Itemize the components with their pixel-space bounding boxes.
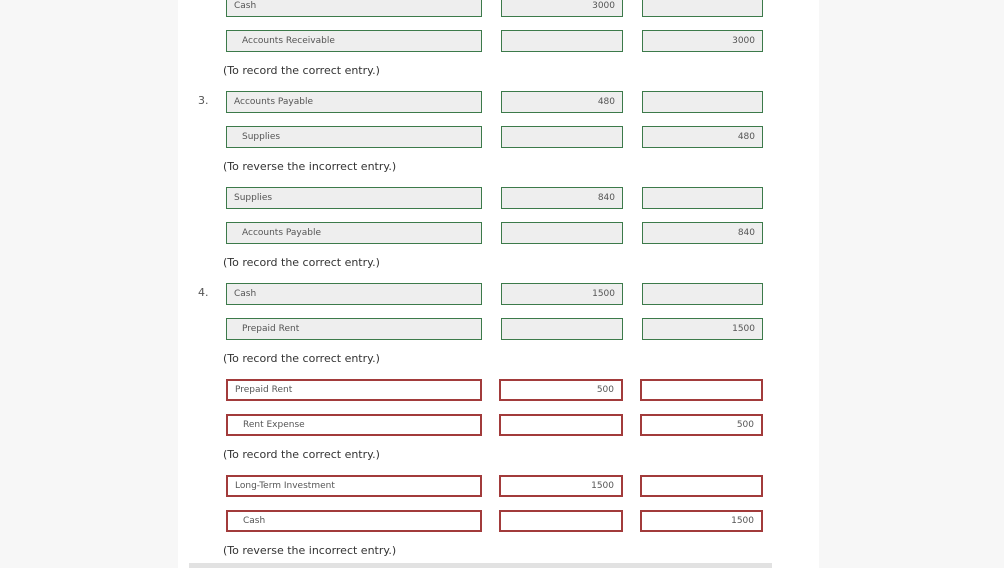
debit-field[interactable]: 480 [501,91,623,113]
account-field[interactable]: Accounts Receivable [226,30,482,52]
credit-field[interactable] [642,187,763,209]
account-field[interactable]: Accounts Payable [226,91,482,113]
credit-field[interactable] [642,283,763,305]
credit-field[interactable]: 1500 [640,510,763,532]
account-field[interactable]: Cash [226,283,482,305]
credit-field[interactable]: 480 [642,126,763,148]
debit-field[interactable] [501,318,623,340]
debit-field[interactable] [501,222,623,244]
account-field[interactable]: Supplies [226,126,482,148]
account-field[interactable]: Prepaid Rent [226,318,482,340]
entry-note: (To record the correct entry.) [223,448,380,461]
debit-field[interactable] [501,30,623,52]
entry-number: 3. [198,94,209,107]
entry-number: 4. [198,286,209,299]
credit-field[interactable]: 840 [642,222,763,244]
credit-field[interactable]: 1500 [642,318,763,340]
debit-field[interactable] [501,126,623,148]
debit-field[interactable] [499,510,623,532]
account-field[interactable]: Rent Expense [226,414,482,436]
credit-field[interactable] [640,379,763,401]
entry-note: (To record the correct entry.) [223,64,380,77]
account-field[interactable]: Cash [226,0,482,17]
account-field[interactable]: Cash [226,510,482,532]
account-field[interactable]: Accounts Payable [226,222,482,244]
page-footer-bar [189,563,772,568]
credit-field[interactable] [642,91,763,113]
credit-field[interactable]: 3000 [642,30,763,52]
debit-field[interactable]: 1500 [499,475,623,497]
entry-note: (To record the correct entry.) [223,352,380,365]
account-field[interactable]: Supplies [226,187,482,209]
account-field[interactable]: Long-Term Investment [226,475,482,497]
debit-field[interactable]: 840 [501,187,623,209]
credit-field[interactable] [642,0,763,17]
credit-field[interactable]: 500 [640,414,763,436]
entry-note: (To record the correct entry.) [223,256,380,269]
credit-field[interactable] [640,475,763,497]
debit-field[interactable] [499,414,623,436]
entry-note: (To reverse the incorrect entry.) [223,544,397,557]
account-field[interactable]: Prepaid Rent [226,379,482,401]
debit-field[interactable]: 500 [499,379,623,401]
debit-field[interactable]: 1500 [501,283,623,305]
debit-field[interactable]: 3000 [501,0,623,17]
entry-note: (To reverse the incorrect entry.) [223,160,397,173]
